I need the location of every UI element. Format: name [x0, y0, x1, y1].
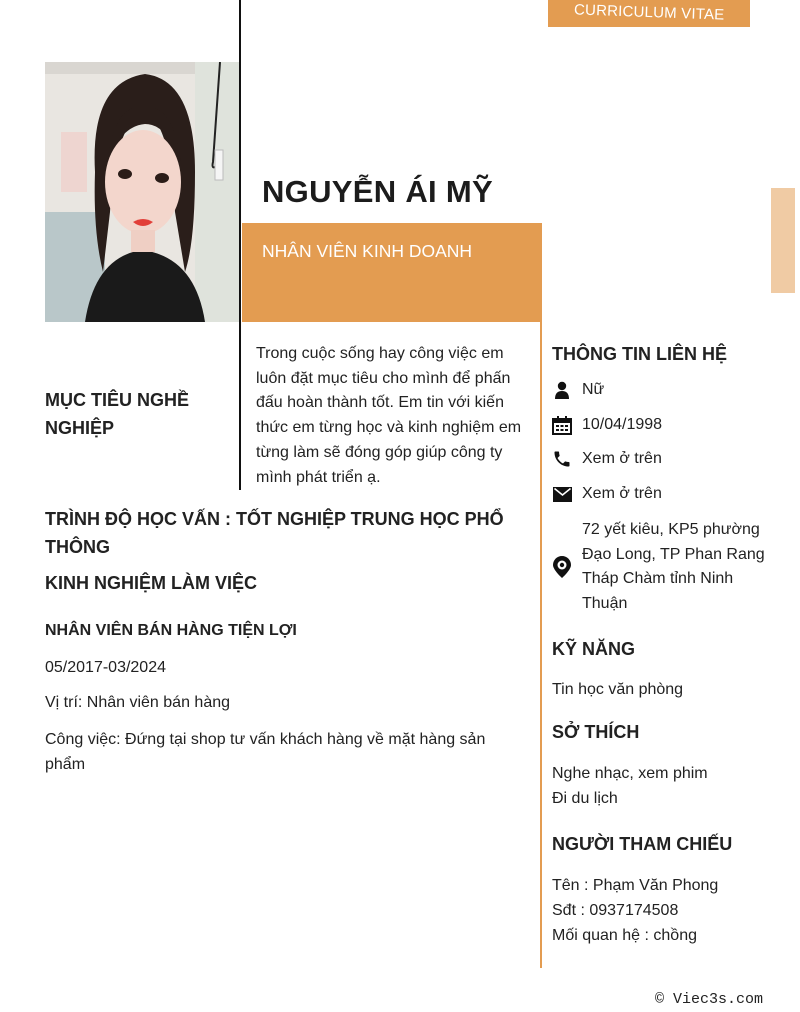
- candidate-name: NGUYỄN ÁI MỸ: [262, 174, 493, 209]
- contact-phone: [552, 449, 662, 469]
- skill-item: Tin học văn phòng: [552, 681, 684, 698]
- contact-email: [552, 484, 662, 504]
- job-entry-position: Vị trí: Nhân viên bán hàng: [45, 694, 231, 711]
- experience-heading: KINH NGHIỆM LÀM VIỆC: [45, 573, 258, 593]
- skills-heading: KỸ NĂNG: [552, 639, 636, 659]
- reference-name: Tên : Phạm Văn Phong: [552, 877, 719, 894]
- contact-value: Nữ: [582, 381, 605, 398]
- contact-birthdate: [552, 415, 662, 435]
- phone-icon: [552, 449, 572, 469]
- profile-photo: [45, 62, 239, 322]
- hobbies-heading: SỞ THÍCH: [552, 722, 640, 742]
- calendar-icon: [552, 415, 572, 435]
- contact-value: Xem ở trên: [582, 450, 662, 467]
- location-icon: [552, 557, 572, 577]
- objective-heading: MỤC TIÊU NGHỀ NGHIỆP: [45, 390, 189, 438]
- contact-value: 10/04/1998: [582, 416, 663, 433]
- reference-phone: Sđt : 0937174508: [552, 902, 679, 919]
- references-heading: NGƯỜI THAM CHIẾU: [552, 834, 733, 854]
- hobby-item: Nghe nhạc, xem phim: [552, 765, 708, 782]
- job-title-box: [242, 223, 542, 322]
- email-icon: [552, 484, 572, 504]
- hobbies-list: [552, 762, 708, 811]
- objective-text: Trong cuộc sống hay công việc em luôn đặt mục tiêu cho mình để phấn đấu hoàn thành tốt. Em tin với kiến thức em từng học và kinh nghiệm em từng làm sẽ đóng góp giúp công ty mình phát triển ạ.: [256, 345, 522, 486]
- vertical-divider-black: [239, 0, 241, 490]
- cv-banner: [548, 0, 750, 27]
- cv-banner-label: CURRICULUM VITAE: [573, 1, 725, 24]
- education-heading: TRÌNH ĐỘ HỌC VẤN : TỐT NGHIỆP TRUNG HỌC PHỔ THÔNG: [45, 509, 504, 557]
- contact-value: Xem ở trên: [582, 485, 662, 502]
- footer-watermark: © Viec3s.com: [655, 991, 764, 1008]
- contact-address: [552, 518, 772, 616]
- contact-value: 72 yết kiêu, KP5 phường Đạo Long, TP Phan Rang Tháp Chàm tỉnh Ninh Thuận: [582, 521, 765, 612]
- side-accent-tab: [771, 188, 795, 293]
- hobby-item: Đi du lịch: [552, 789, 618, 807]
- job-entry-period: 05/2017-03/2024: [45, 659, 166, 676]
- portrait-image: [45, 62, 239, 322]
- references-list: [552, 873, 718, 948]
- reference-relationship: Mối quan hệ : chồng: [552, 927, 697, 944]
- contact-gender: [552, 380, 604, 400]
- job-title: NHÂN VIÊN KINH DOANH: [262, 241, 473, 261]
- contact-heading: THÔNG TIN LIÊN HỆ: [552, 344, 727, 364]
- vertical-divider-orange: [540, 322, 542, 968]
- job-entry-description: Công việc: Đứng tại shop tư vấn khách hàng về mặt hàng sản phẩm: [45, 731, 486, 773]
- job-entry-title: NHÂN VIÊN BÁN HÀNG TIỆN LỢI: [45, 622, 297, 639]
- person-icon: [552, 380, 572, 400]
